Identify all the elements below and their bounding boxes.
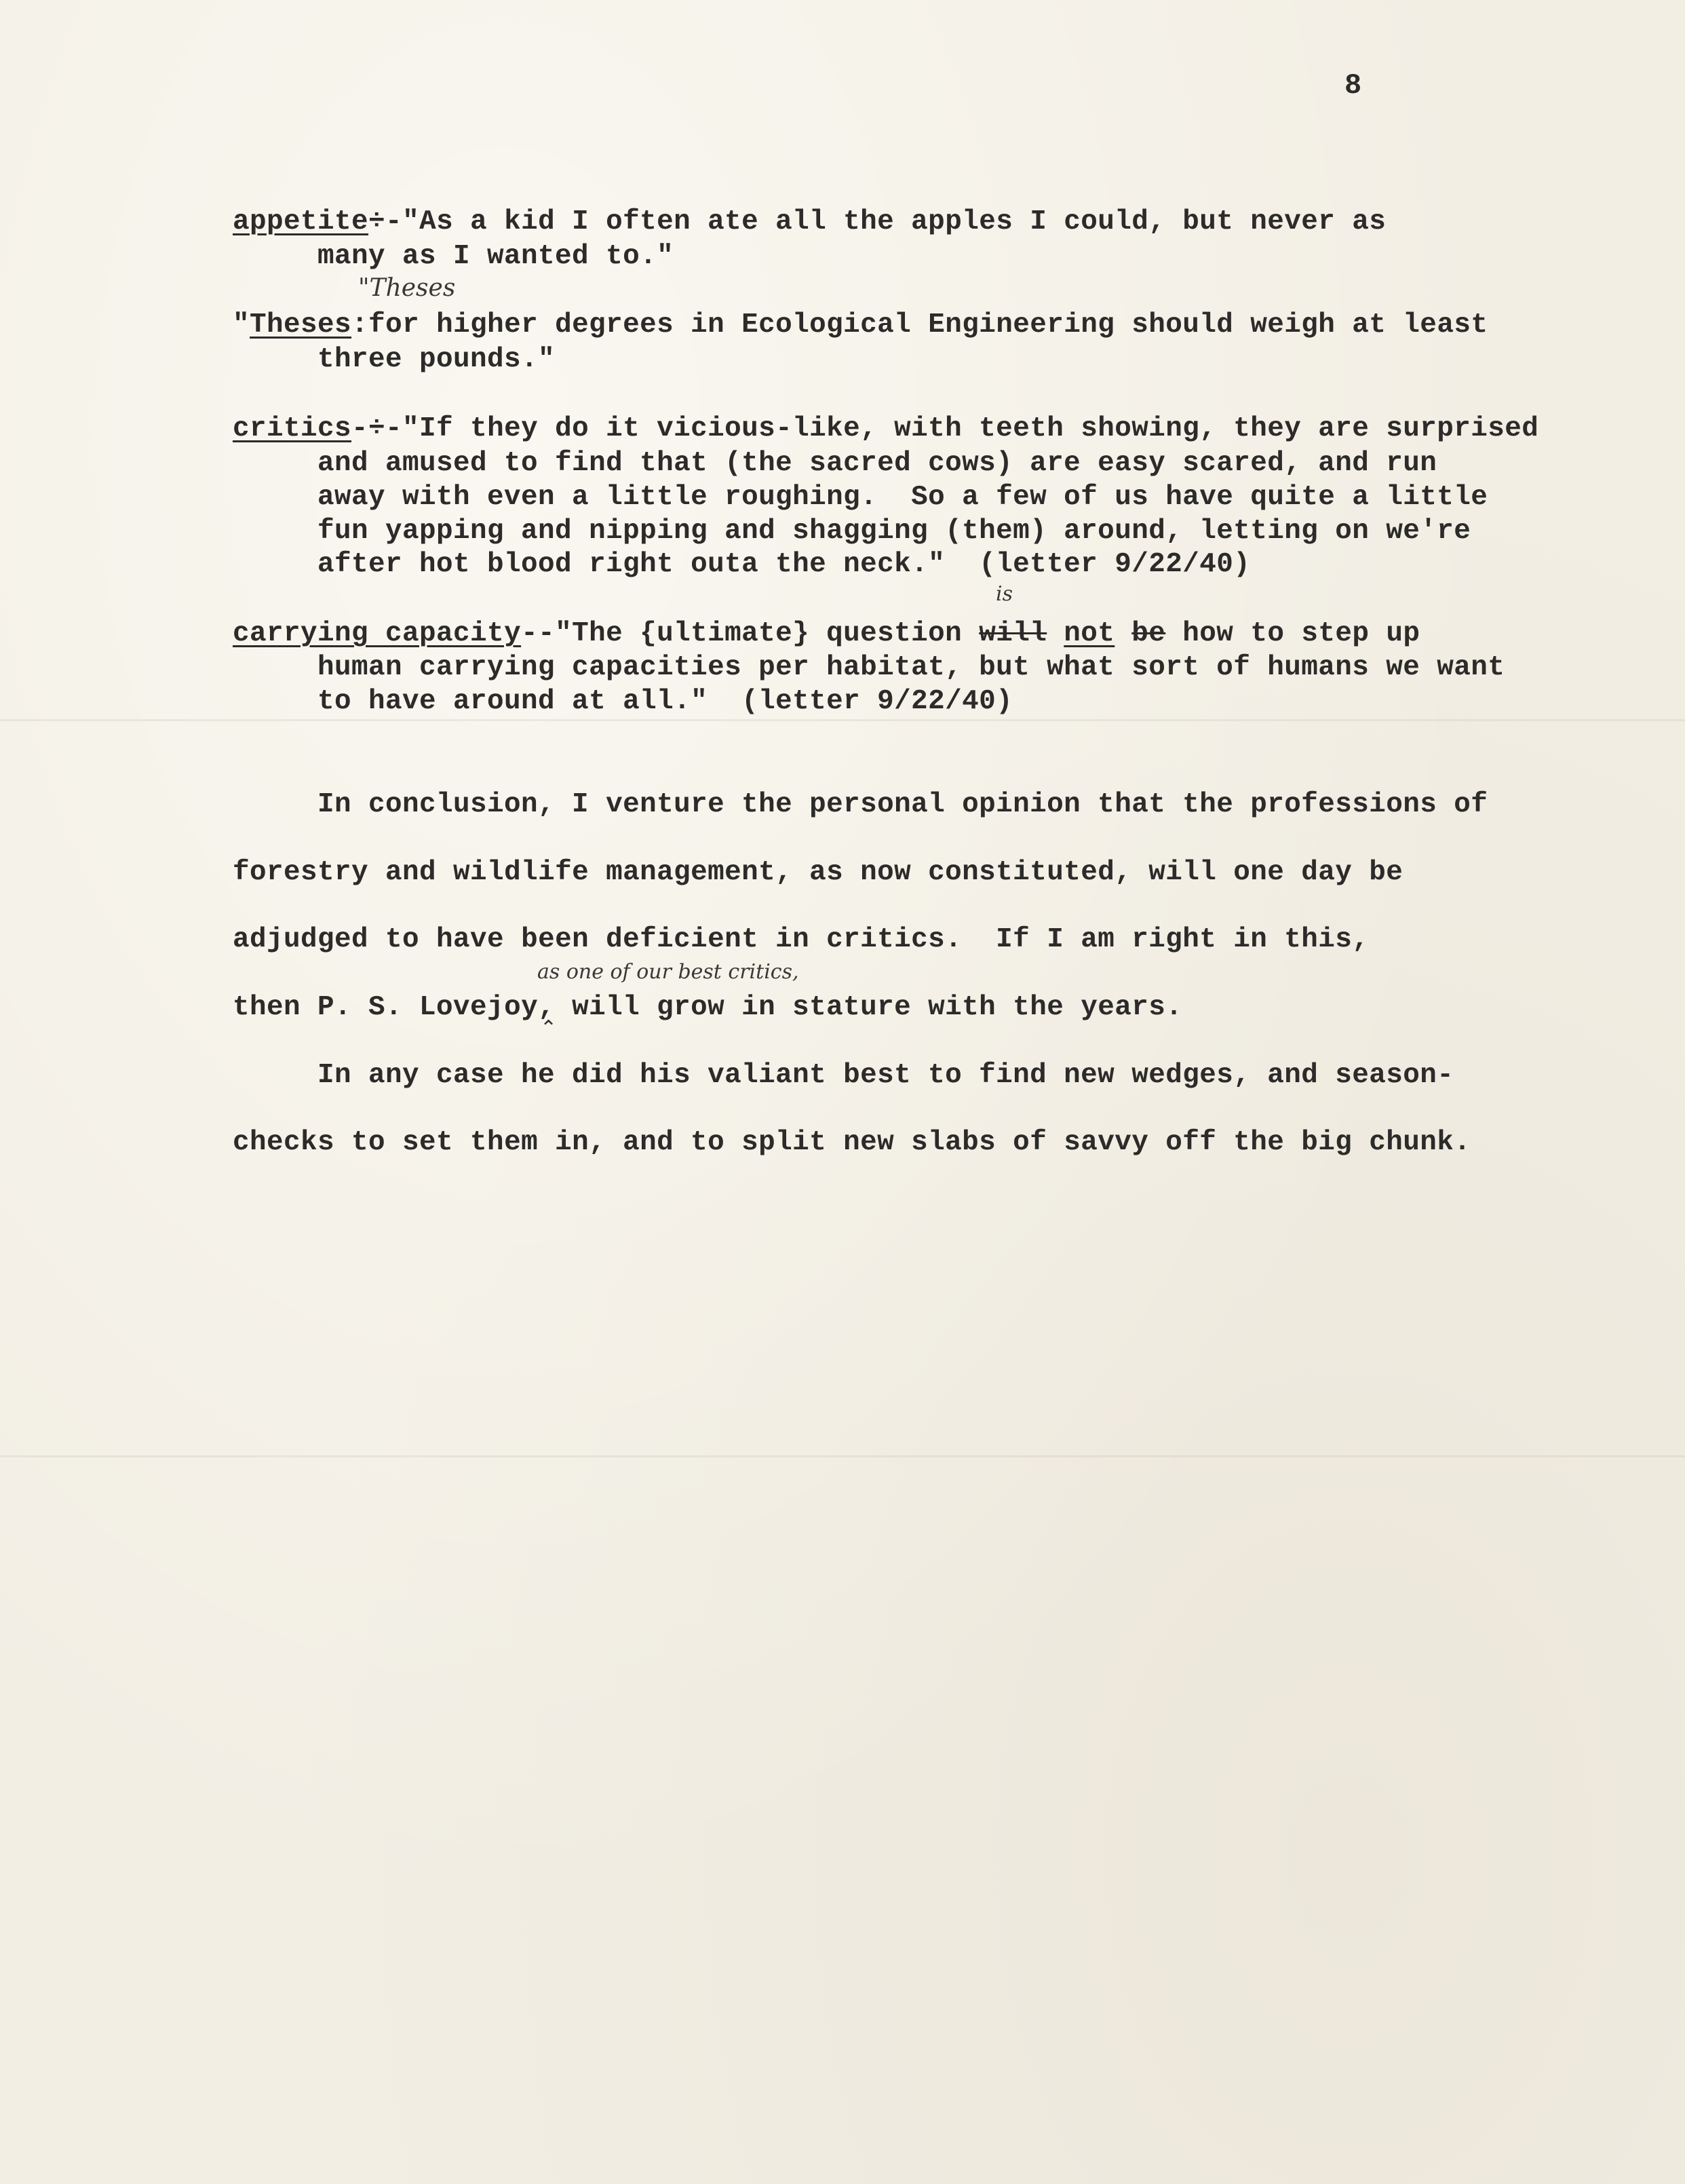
space xyxy=(1115,618,1131,649)
entry-theses-line-2: three pounds." xyxy=(317,344,556,375)
entry-critics-line-1 xyxy=(233,415,1538,443)
entry-theses-line-1 xyxy=(233,311,1488,339)
entry-separator: ÷- xyxy=(368,206,403,237)
entry-quote-text: how to step up xyxy=(1165,618,1420,649)
entry-quote-text: "As a kid I often ate all the apples I could, but never as xyxy=(402,206,1387,237)
entry-separator: : xyxy=(351,309,369,341)
entry-term: critics xyxy=(233,413,352,444)
entry-critics-line-4: fun yapping and nipping and shagging (them) around, letting on we're xyxy=(317,516,1471,547)
conclusion-text: then P. S. Lovejoy, xyxy=(233,992,556,1023)
entry-separator: -÷- xyxy=(351,413,403,444)
entry-carrying-capacity-line-2: human carrying capacities per habitat, but what sort of humans we want xyxy=(317,652,1505,683)
conclusion-line-3: adjudged to have been deficient in critics. If I am right in this, xyxy=(233,924,1370,955)
entry-prefix: " xyxy=(233,309,250,341)
handwritten-insertion: as one of our best critics, xyxy=(537,960,799,984)
page-number: 8 xyxy=(1344,69,1362,102)
space xyxy=(1047,618,1064,649)
entry-appetite-line-2: many as I wanted to." xyxy=(317,241,674,272)
entry-appetite-line-1 xyxy=(233,208,1386,236)
conclusion-line-1: In conclusion, I venture the personal opinion that the professions of xyxy=(317,789,1488,820)
entry-quote-text: "If they do it vicious-like, with teeth showing, they are surprised xyxy=(402,413,1539,444)
handwritten-insertion: "Theses xyxy=(358,274,456,302)
closing-line-2: checks to set them in, and to split new slabs of savvy off the big chunk. xyxy=(233,1127,1471,1158)
struck-word: be xyxy=(1131,618,1166,649)
paper-fold-line xyxy=(0,1455,1685,1457)
entry-critics-line-3: away with even a little roughing. So a few of us have quite a little xyxy=(317,482,1488,513)
handwritten-insertion: is xyxy=(996,582,1013,606)
entry-carrying-capacity-line-3: to have around at all." (letter 9/22/40) xyxy=(317,686,1013,717)
entry-quote-text: "The {ultimate} question xyxy=(555,618,980,649)
closing-line-1: In any case he did his valiant best to find new wedges, and season- xyxy=(317,1060,1454,1091)
entry-term: carrying capacity xyxy=(233,618,522,649)
entry-term: Theses xyxy=(250,309,352,341)
caret-insertion-mark: ⌃ xyxy=(540,1016,558,1040)
entry-critics-line-2: and amused to find that (the sacred cows) are easy scared, and run xyxy=(317,448,1437,479)
conclusion-line-2: forestry and wildlife management, as now constituted, will one day be xyxy=(233,857,1403,888)
underlined-word: not xyxy=(1064,618,1115,649)
entry-quote-text: for higher degrees in Ecological Engineering should weigh at least xyxy=(368,309,1488,341)
conclusion-text: will grow in stature with the years. xyxy=(555,992,1183,1023)
struck-word: will xyxy=(979,618,1047,649)
conclusion-line-4 xyxy=(233,994,1182,1022)
entry-separator: -- xyxy=(521,618,556,649)
entry-term: appetite xyxy=(233,206,369,237)
paper-fold-line xyxy=(0,719,1685,721)
entry-carrying-capacity-line-1 xyxy=(233,620,1420,648)
entry-critics-line-5: after hot blood right outa the neck." (letter 9/22/40) xyxy=(317,549,1251,580)
